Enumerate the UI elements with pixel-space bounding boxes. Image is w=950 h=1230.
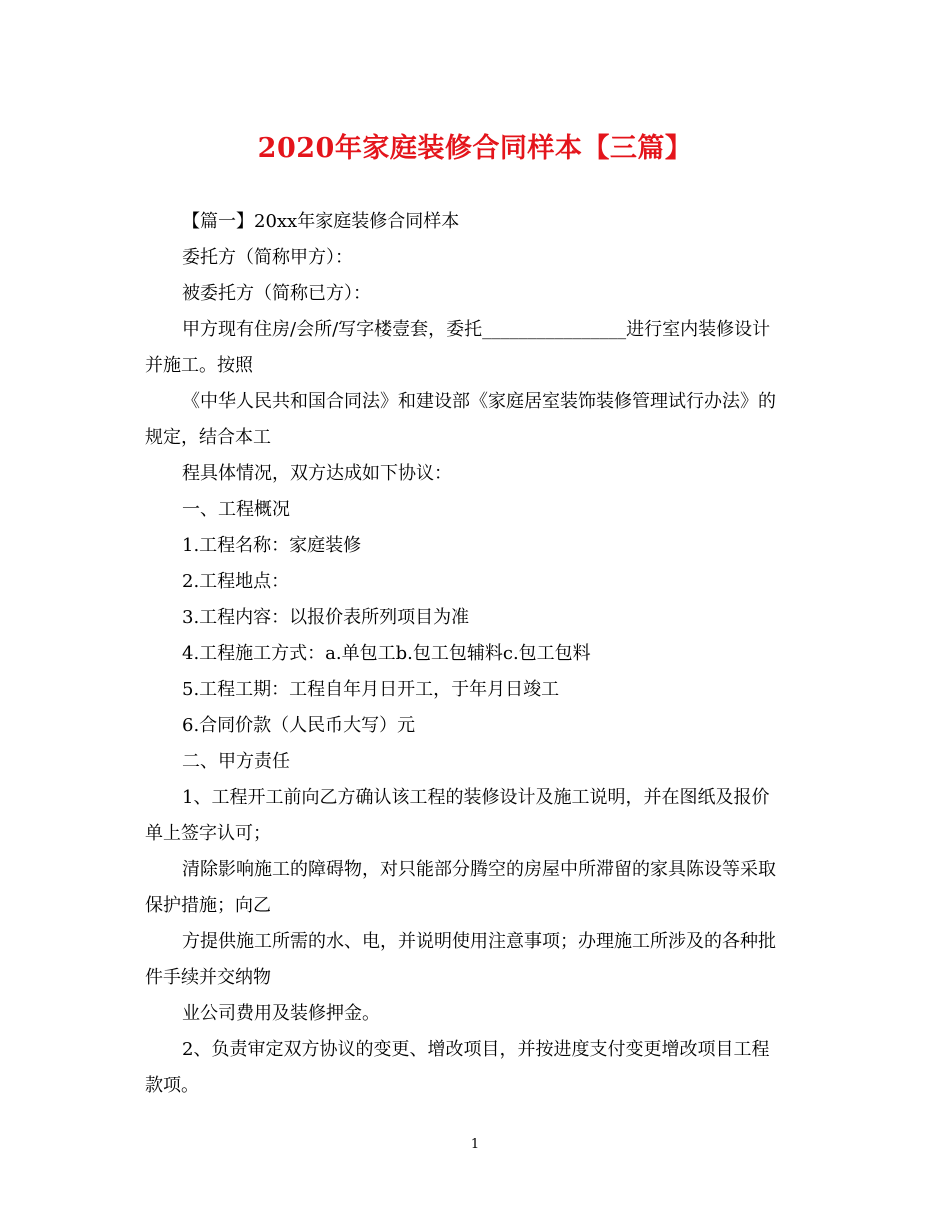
- text-line: 被委托方（简称已方）：: [182, 283, 371, 304]
- text-line: 【篇一】20xx年家庭装修合同样本: [182, 211, 460, 232]
- text-line: 4.工程施工方式：a.单包工b.包工包辅料c.包工包料: [182, 643, 591, 664]
- text-line: 方提供施工所需的水、电，并说明使用注意事项；办理施工所涉及的各种批: [182, 931, 776, 952]
- text-line: 《中华人民共和国合同法》和建设部《家庭居室装饰装修管理试行办法》的: [182, 391, 776, 412]
- text-line: 1、工程开工前向乙方确认该工程的装修设计及施工说明，并在图纸及报价: [182, 787, 770, 808]
- text-line: 2.工程地点：: [182, 571, 290, 592]
- text-line: 2、负责审定双方协议的变更、增改项目，并按进度支付变更增改项目工程: [182, 1039, 770, 1060]
- text-line: 一、工程概况: [182, 499, 290, 520]
- text-line: 委托方（简称甲方）：: [182, 247, 353, 268]
- text-line: 清除影响施工的障碍物，对只能部分腾空的房屋中所滞留的家具陈设等采取: [182, 859, 776, 880]
- text-line: 6.合同价款（人民币大写）元: [182, 715, 416, 736]
- document-body: [145, 204, 800, 1104]
- text-line: 件手续并交纳物: [145, 967, 271, 988]
- text-line: 3.工程内容：以报价表所列项目为准: [182, 607, 470, 628]
- text-line: 并施工。按照: [145, 355, 253, 376]
- text-line: 甲方现有住房/会所/写字楼壹套，委托________________进行室内装修设计: [182, 319, 771, 340]
- document-title: 2020年家庭装修合同样本【三篇】: [257, 133, 693, 164]
- text-line: 款项。: [145, 1075, 199, 1096]
- text-line: 1.工程名称：家庭装修: [182, 535, 362, 556]
- text-line: 保护措施；向乙: [145, 895, 271, 916]
- text-line: 业公司费用及装修押金。: [182, 1003, 380, 1024]
- text-line: 二、甲方责任: [182, 751, 290, 772]
- text-line: 5.工程工期：工程自年月日开工，于年月日竣工: [182, 679, 560, 700]
- text-line: 规定，结合本工: [145, 427, 271, 448]
- page-number: 1: [470, 1137, 480, 1152]
- text-line: 程具体情况，双方达成如下协议：: [182, 463, 452, 484]
- text-line: 单上签字认可；: [145, 823, 271, 844]
